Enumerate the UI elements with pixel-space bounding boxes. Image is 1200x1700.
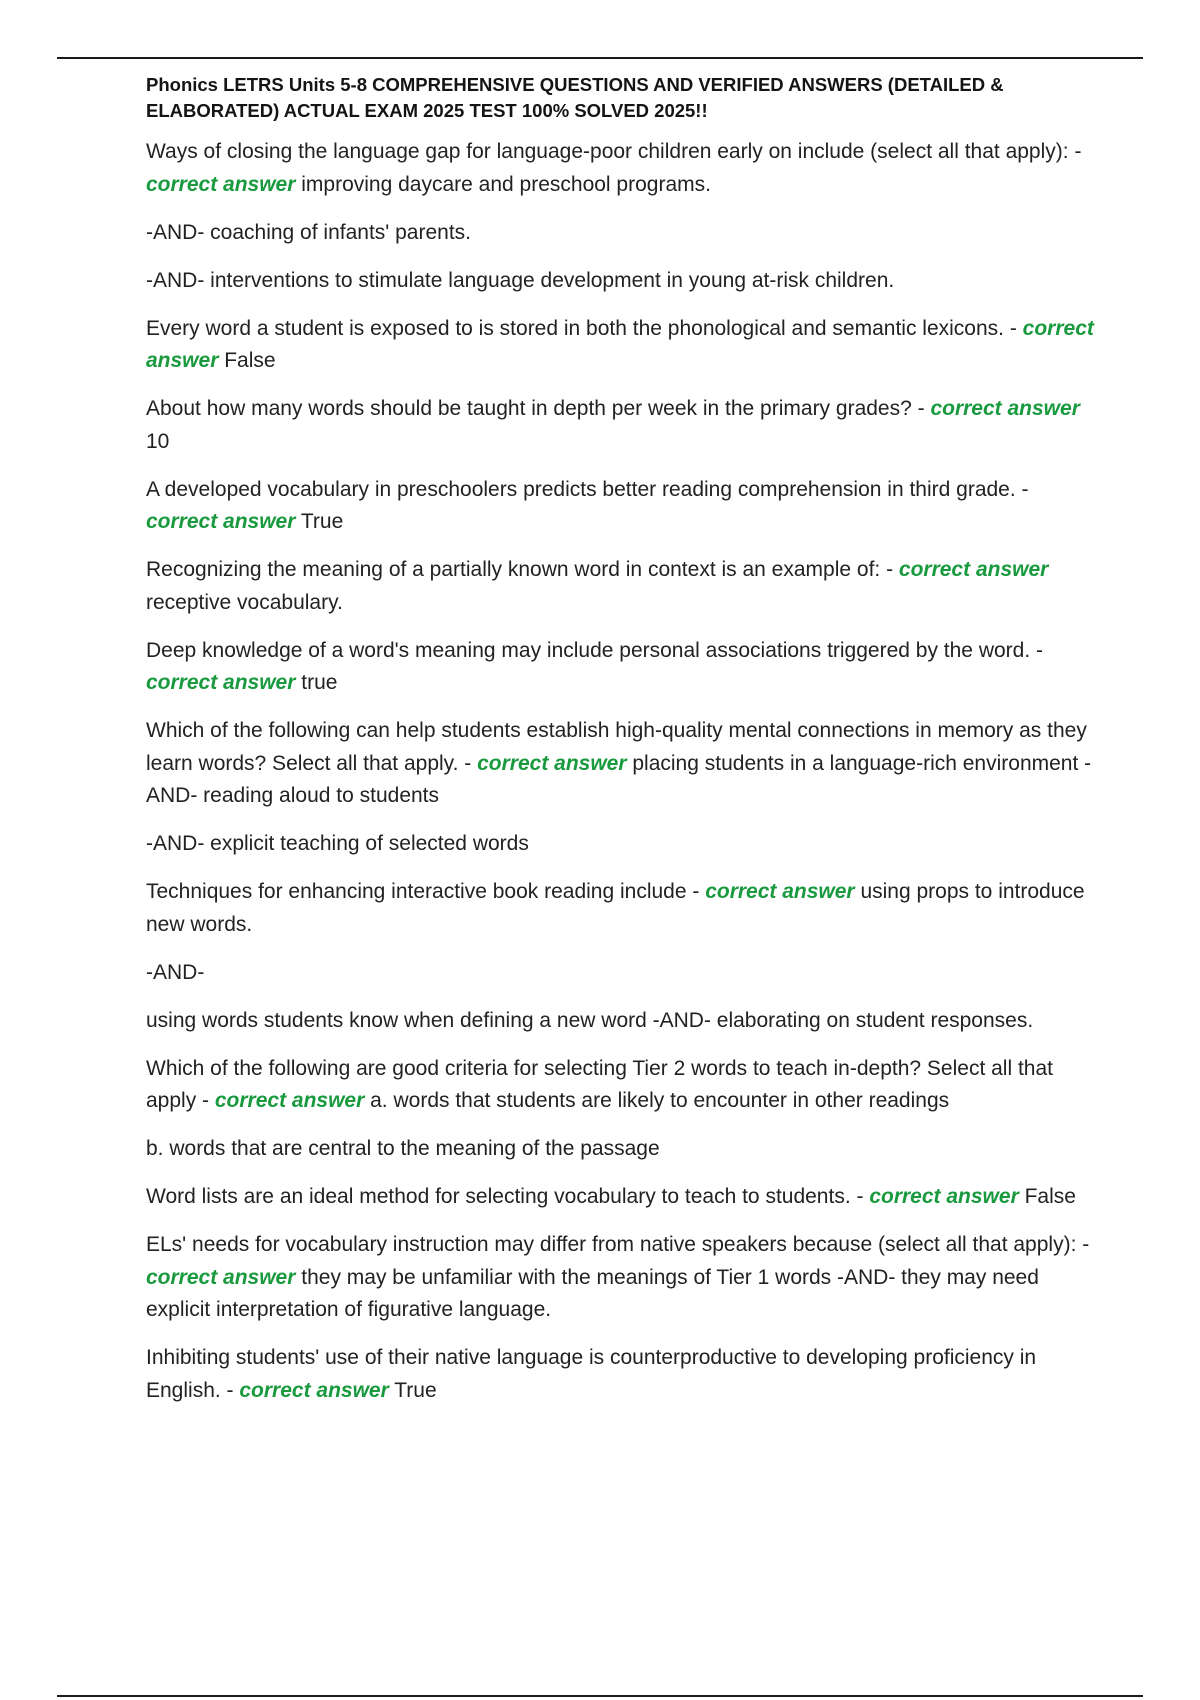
answer-text: using props to introduce new words. bbox=[146, 880, 1085, 936]
answer-text: a. words that students are likely to encounter in other readings bbox=[364, 1089, 950, 1112]
qa-paragraph bbox=[146, 393, 1096, 458]
qa-paragraph bbox=[146, 715, 1096, 813]
question-text: Ways of closing the language gap for language-poor children early on include (select all that apply): - bbox=[146, 140, 1082, 163]
question-text: Techniques for enhancing interactive book reading include - bbox=[146, 880, 706, 903]
qa-paragraph bbox=[146, 1053, 1096, 1118]
correct-answer-label: correct answer bbox=[146, 316, 1094, 372]
qa-paragraph bbox=[146, 265, 1096, 298]
answer-text: True bbox=[295, 510, 344, 533]
correct-answer-label: correct answer bbox=[146, 172, 296, 196]
correct-answer-label: correct answer bbox=[146, 510, 296, 533]
question-text: About how many words should be taught in depth per week in the primary grades? - bbox=[146, 397, 931, 420]
qa-paragraph bbox=[146, 635, 1096, 700]
question-text: A developed vocabulary in preschoolers predicts better reading comprehension in third grade. - bbox=[146, 477, 1029, 501]
question-text: Which of the following are good criteria for selecting Tier 2 words to teach in-depth? Select all that apply - bbox=[146, 1056, 1053, 1112]
document-title: Phonics LETRS Units 5-8 COMPREHENSIVE QUESTIONS AND VERIFIED ANSWERS (DETAILED & ELABORATED) ACTUAL EXAM 2025 TEST 100% SOLVED 2025!! bbox=[146, 74, 1004, 121]
correct-answer-label: correct answer bbox=[930, 397, 1080, 420]
qa-paragraph bbox=[146, 1181, 1096, 1214]
answer-text: False bbox=[218, 349, 276, 372]
qa-paragraph bbox=[146, 1342, 1096, 1407]
qa-paragraph bbox=[146, 828, 1096, 861]
question-text: -AND- interventions to stimulate language development in young at-risk children. bbox=[146, 268, 895, 292]
correct-answer-label: correct answer bbox=[239, 1378, 389, 1402]
question-text: Word lists are an ideal method for selecting vocabulary to teach to students. - bbox=[146, 1185, 870, 1208]
document-body bbox=[146, 72, 1096, 1423]
qa-paragraph bbox=[146, 1133, 1096, 1166]
answer-text: improving daycare and preschool programs. bbox=[295, 172, 711, 196]
answer-text: False bbox=[1018, 1185, 1076, 1208]
correct-answer-label: correct answer bbox=[146, 671, 296, 694]
question-text: using words students know when defining a new word -AND- elaborating on student responses. bbox=[146, 1008, 1034, 1032]
qa-paragraph bbox=[146, 217, 1096, 250]
qa-paragraph bbox=[146, 136, 1096, 201]
qa-paragraph bbox=[146, 474, 1096, 539]
qa-paragraph bbox=[146, 957, 1096, 990]
question-text: ELs' needs for vocabulary instruction may differ from native speakers because (select all that apply): - bbox=[146, 1233, 1090, 1256]
question-text: -AND- bbox=[146, 960, 205, 984]
qa-paragraph bbox=[146, 1229, 1096, 1327]
question-text: Which of the following can help students establish high-quality mental connections in memory as they learn words? Select all that apply. - bbox=[146, 719, 1087, 775]
correct-answer-label: correct answer bbox=[146, 1265, 296, 1289]
answer-text: receptive vocabulary. bbox=[146, 590, 343, 614]
question-text: -AND- coaching of infants' parents. bbox=[146, 220, 471, 244]
answer-text: True bbox=[388, 1378, 437, 1402]
question-text: Recognizing the meaning of a partially known word in context is an example of: - bbox=[146, 558, 899, 581]
qa-paragraph bbox=[146, 1005, 1096, 1038]
question-text: Every word a student is exposed to is stored in both the phonological and semantic lexicons. - bbox=[146, 316, 1023, 340]
answer-text: true bbox=[295, 671, 338, 694]
correct-answer-label: correct answer bbox=[898, 558, 1049, 581]
question-text: -AND- explicit teaching of selected words bbox=[146, 832, 529, 855]
question-text: Inhibiting students' use of their native language is counterproductive to developing proficiency in English. - bbox=[146, 1346, 1037, 1402]
question-text: Deep knowledge of a word's meaning may include personal associations triggered by the word. - bbox=[146, 638, 1044, 662]
qa-paragraph bbox=[146, 554, 1096, 619]
answer-text: placing students in a language-rich environment -AND- reading aloud to students bbox=[146, 751, 1092, 807]
top-rule bbox=[57, 57, 1143, 59]
qa-paragraph bbox=[146, 876, 1096, 941]
correct-answer-label: correct answer bbox=[869, 1185, 1019, 1208]
answer-text: 10 bbox=[146, 429, 170, 453]
correct-answer-label: correct answer bbox=[477, 751, 627, 775]
qa-list bbox=[146, 136, 1096, 1407]
qa-paragraph bbox=[146, 313, 1096, 378]
bottom-rule bbox=[57, 1695, 1143, 1697]
correct-answer-label: correct answer bbox=[214, 1089, 365, 1112]
correct-answer-label: correct answer bbox=[705, 880, 855, 903]
answer-text: they may be unfamiliar with the meanings of Tier 1 words -AND- they may need explicit interpretation of figurative language. bbox=[146, 1265, 1039, 1321]
question-text: b. words that are central to the meaning of the passage bbox=[146, 1137, 660, 1160]
